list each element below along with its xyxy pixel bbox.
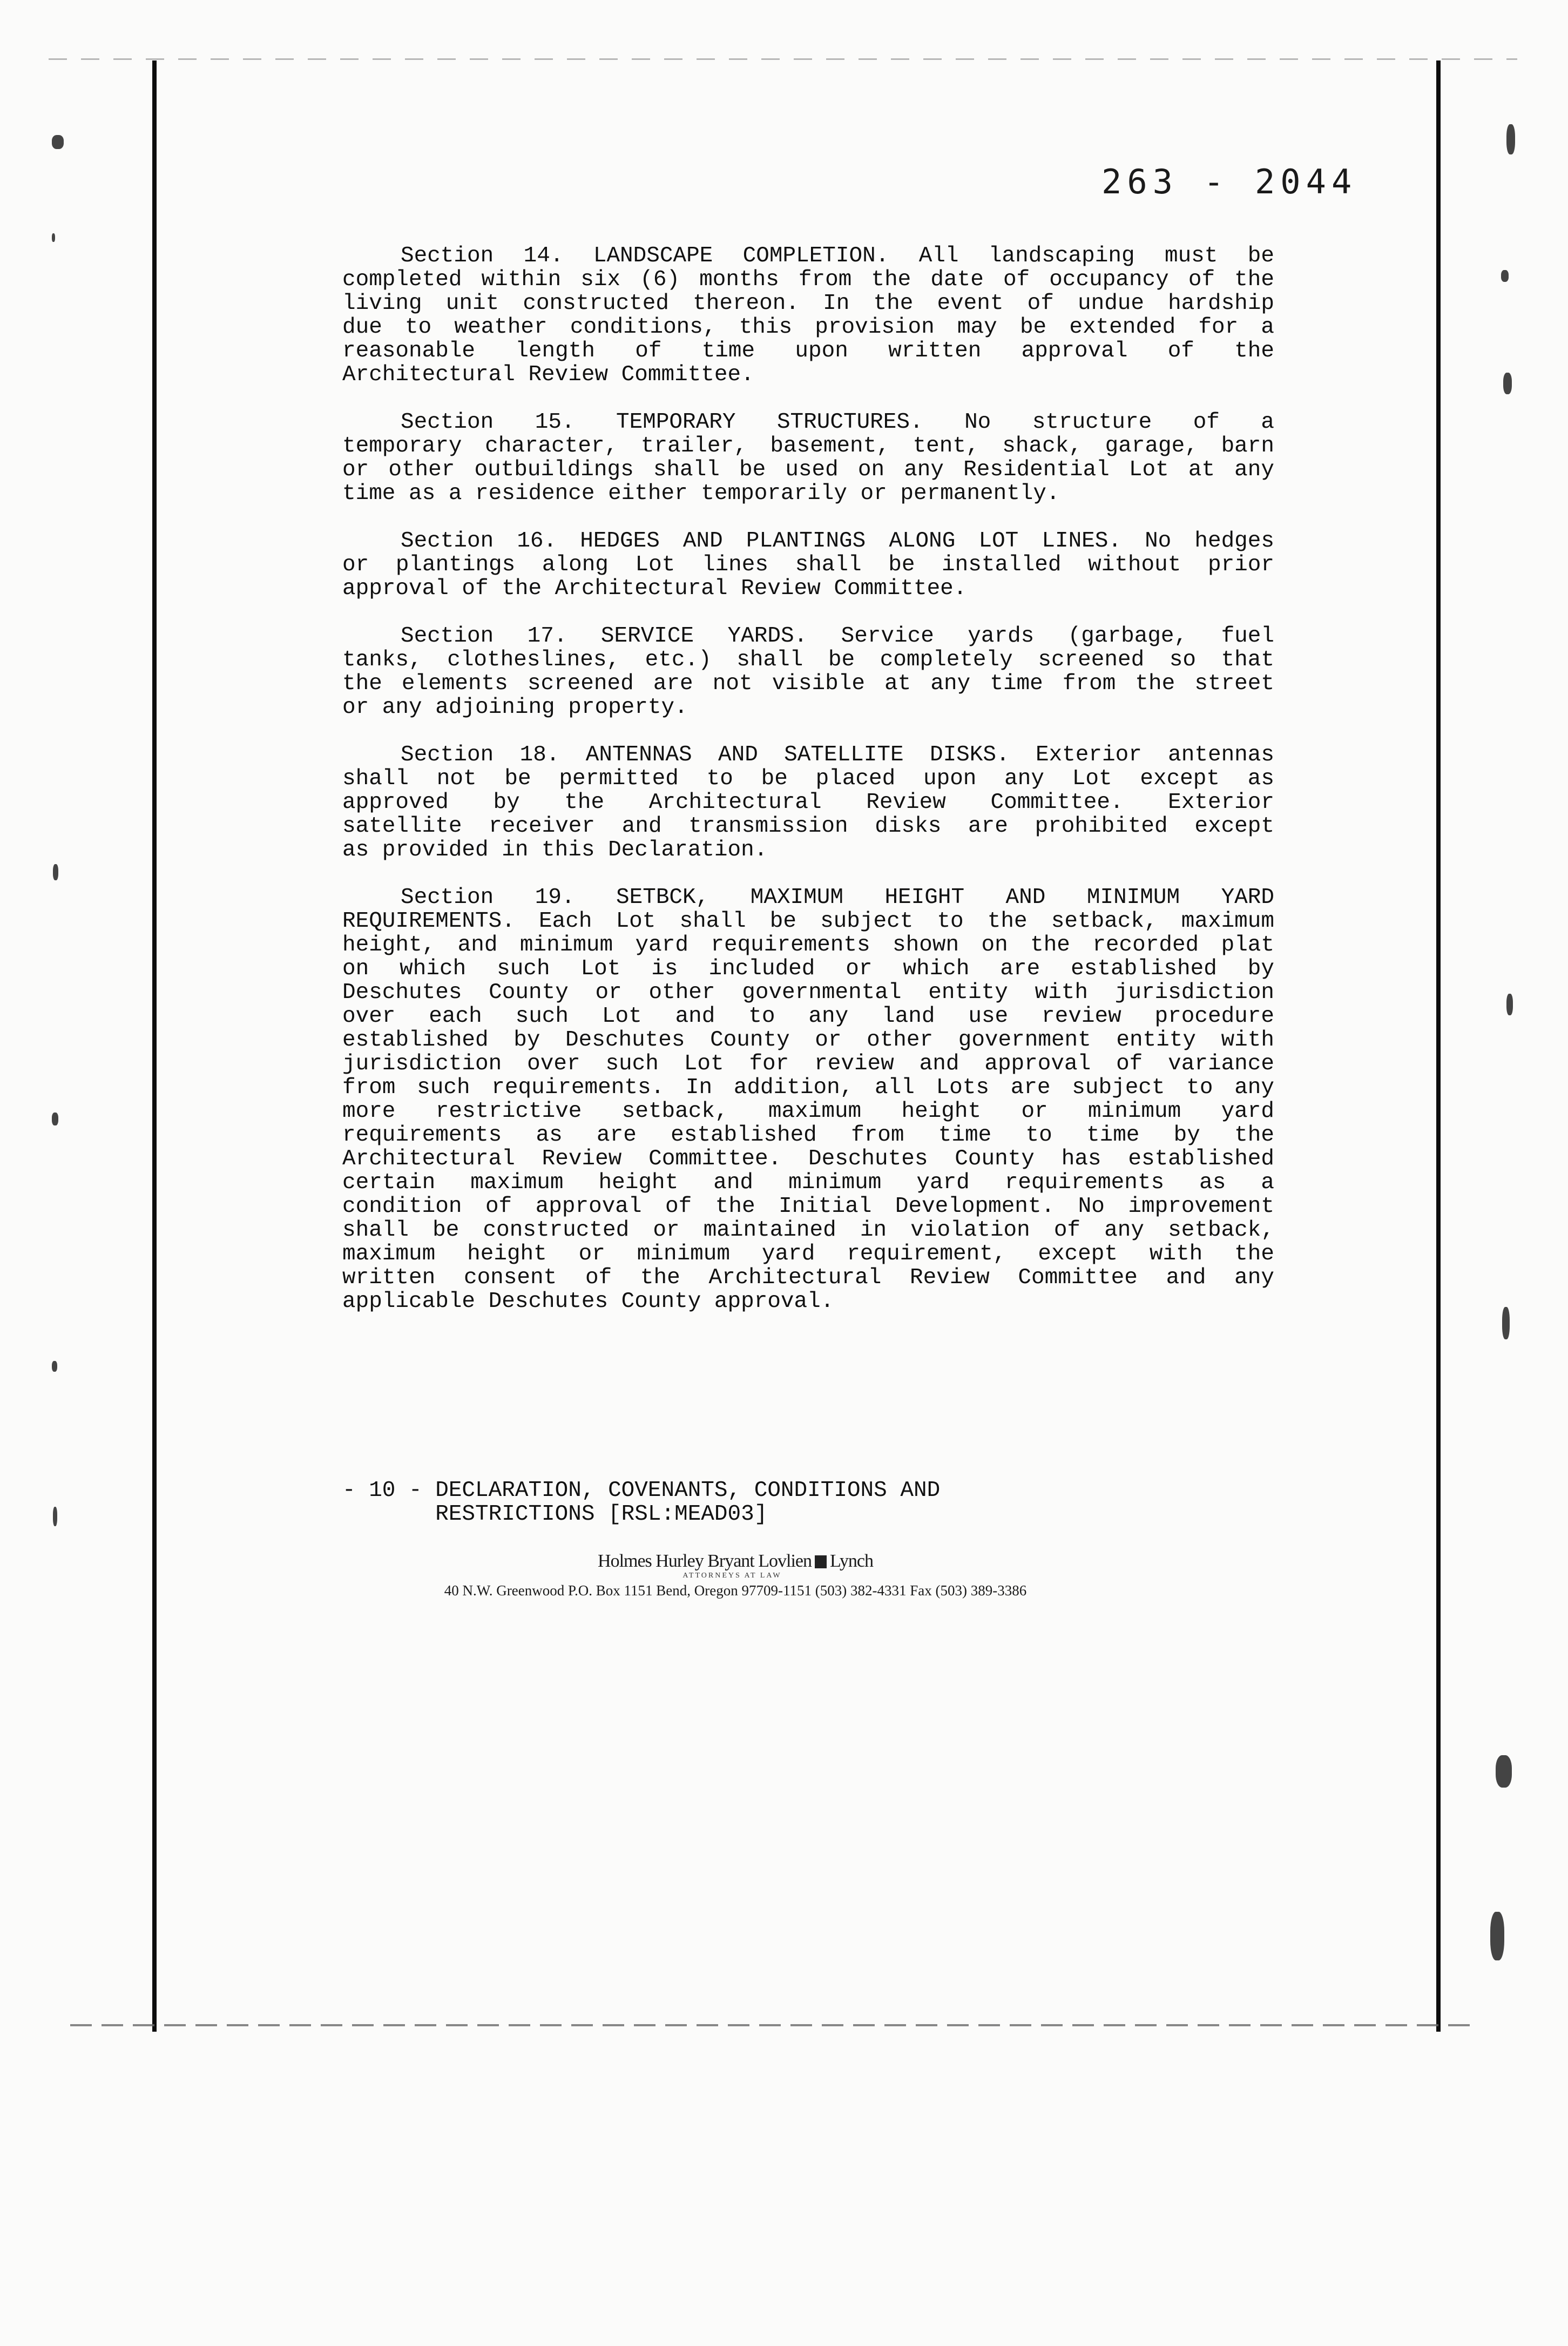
text-line: over each such Lot and to any land use review procedure bbox=[342, 1004, 1274, 1029]
text-line: reasonable length of time upon written approval of the bbox=[342, 339, 1274, 363]
scan-speck bbox=[52, 233, 55, 242]
text-line: Deschutes County or other governmental entity with jurisdiction bbox=[342, 980, 1274, 1005]
scan-speck bbox=[1501, 270, 1509, 282]
text-line: applicable Deschutes County approval. bbox=[342, 1289, 834, 1314]
text-line: height, and minimum yard requirements shown on the recorded plat bbox=[342, 933, 1274, 958]
text-line: completed within six (6) months from the date of occupancy of the bbox=[342, 267, 1274, 292]
text-line: requirements as are established from time to time by the bbox=[342, 1123, 1274, 1148]
scan-speck bbox=[1496, 1755, 1512, 1788]
text-line: Section 14. LANDSCAPE COMPLETION. All landscaping must be bbox=[401, 244, 1274, 268]
firm-name-right: Lynch bbox=[830, 1551, 873, 1571]
section-18-antennas-and-satellite-disks bbox=[342, 743, 1274, 862]
text-line: living unit constructed thereon. In the event of undue hardship bbox=[342, 291, 1274, 316]
footer-title-line-1: - 10 - DECLARATION, COVENANTS, CONDITIONS AND bbox=[342, 1478, 941, 1503]
text-line: satellite receiver and transmission disks are prohibited except bbox=[342, 814, 1274, 839]
text-line: temporary character, trailer, basement, tent, shack, garage, barn bbox=[342, 434, 1274, 459]
firm-name-left: Holmes Hurley Bryant Lovlien bbox=[598, 1551, 812, 1571]
scan-speck bbox=[1506, 124, 1515, 154]
text-line: approved by the Architectural Review Committee. Exterior bbox=[342, 790, 1274, 815]
scan-speck bbox=[1502, 1307, 1510, 1339]
text-line: or any adjoining property. bbox=[342, 695, 688, 720]
text-line: more restrictive setback, maximum height or minimum yard bbox=[342, 1099, 1274, 1124]
text-line: Section 17. SERVICE YARDS. Service yards (garbage, fuel bbox=[401, 624, 1274, 649]
text-line: Section 15. TEMPORARY STRUCTURES. No structure of a bbox=[401, 410, 1274, 435]
text-line: Architectural Review Committee. bbox=[342, 362, 754, 387]
scan-speck bbox=[1506, 994, 1513, 1015]
text-line: Section 19. SETBCK, MAXIMUM HEIGHT AND MINIMUM YARD bbox=[401, 885, 1274, 910]
text-line: or other outbuildings shall be used on any Residential Lot at any bbox=[342, 457, 1274, 482]
scan-speck bbox=[1503, 373, 1512, 394]
margin-rule-right bbox=[1436, 60, 1441, 2032]
text-line: the elements screened are not visible at any time from the street bbox=[342, 671, 1274, 696]
text-line: time as a residence either temporarily or permanently. bbox=[342, 481, 1060, 506]
section-16-hedges-and-plantings bbox=[342, 529, 1274, 601]
text-line: jurisdiction over such Lot for review and approval of variance bbox=[342, 1051, 1274, 1076]
text-line: on which such Lot is included or which are established by bbox=[342, 956, 1274, 981]
text-line: tanks, clotheslines, etc.) shall be completely screened so that bbox=[342, 648, 1274, 672]
footer-document-title bbox=[342, 1479, 940, 1526]
firm-name bbox=[598, 1551, 873, 1572]
text-line: approval of the Architectural Review Committee. bbox=[342, 576, 967, 601]
scan-speck bbox=[52, 135, 64, 149]
scan-speck bbox=[53, 864, 58, 880]
text-line: Section 18. ANTENNAS AND SATELLITE DISKS. Exterior antennas bbox=[401, 743, 1274, 767]
firm-logo-icon bbox=[815, 1555, 827, 1568]
text-line: as provided in this Declaration. bbox=[342, 838, 768, 862]
text-line: written consent of the Architectural Review Committee and any bbox=[342, 1265, 1274, 1290]
scan-speck bbox=[52, 1113, 58, 1125]
section-15-temporary-structures bbox=[342, 410, 1274, 505]
text-line: shall be constructed or maintained in violation of any setback, bbox=[342, 1218, 1274, 1243]
section-14-landscape-completion bbox=[342, 244, 1274, 387]
section-19-setback-height-yard bbox=[342, 886, 1274, 1313]
document-body bbox=[342, 244, 1274, 1337]
law-firm-letterhead bbox=[0, 1551, 1568, 1599]
text-line: maximum height or minimum yard requirement, except with the bbox=[342, 1242, 1274, 1266]
firm-address: 40 N.W. Greenwood P.O. Box 1151 Bend, Oregon 97709-1151 (503) 382-4331 Fax (503) 389-3386 bbox=[444, 1582, 1027, 1599]
text-line: or plantings along Lot lines shall be installed without prior bbox=[342, 552, 1274, 577]
scan-edge-top bbox=[49, 58, 1517, 60]
scan-speck bbox=[53, 1507, 57, 1526]
scan-speck bbox=[52, 1361, 57, 1372]
scan-speck bbox=[1490, 1912, 1504, 1960]
text-line: Architectural Review Committee. Deschutes County has established bbox=[342, 1147, 1274, 1171]
margin-rule-left bbox=[152, 60, 157, 2032]
text-line: condition of approval of the Initial Development. No improvement bbox=[342, 1194, 1274, 1219]
text-line: due to weather conditions, this provision may be extended for a bbox=[342, 315, 1274, 340]
text-line: certain maximum height and minimum yard requirements as a bbox=[342, 1170, 1274, 1195]
firm-subtitle: ATTORNEYS AT LAW bbox=[682, 1572, 782, 1580]
text-line: Section 16. HEDGES AND PLANTINGS ALONG LOT LINES. No hedges bbox=[401, 529, 1274, 554]
text-line: shall not be permitted to be placed upon any Lot except as bbox=[342, 766, 1274, 791]
section-17-service-yards bbox=[342, 624, 1274, 719]
recording-page-number: 263 - 2044 bbox=[1101, 162, 1357, 201]
text-line: from such requirements. In addition, all Lots are subject to any bbox=[342, 1075, 1274, 1100]
text-line: established by Deschutes County or other government entity with bbox=[342, 1028, 1274, 1053]
text-line: REQUIREMENTS. Each Lot shall be subject to the setback, maximum bbox=[342, 909, 1274, 934]
footer-title-line-2: RESTRICTIONS [RSL:MEAD03] bbox=[342, 1502, 768, 1527]
scan-edge-bottom bbox=[70, 2024, 1474, 2026]
